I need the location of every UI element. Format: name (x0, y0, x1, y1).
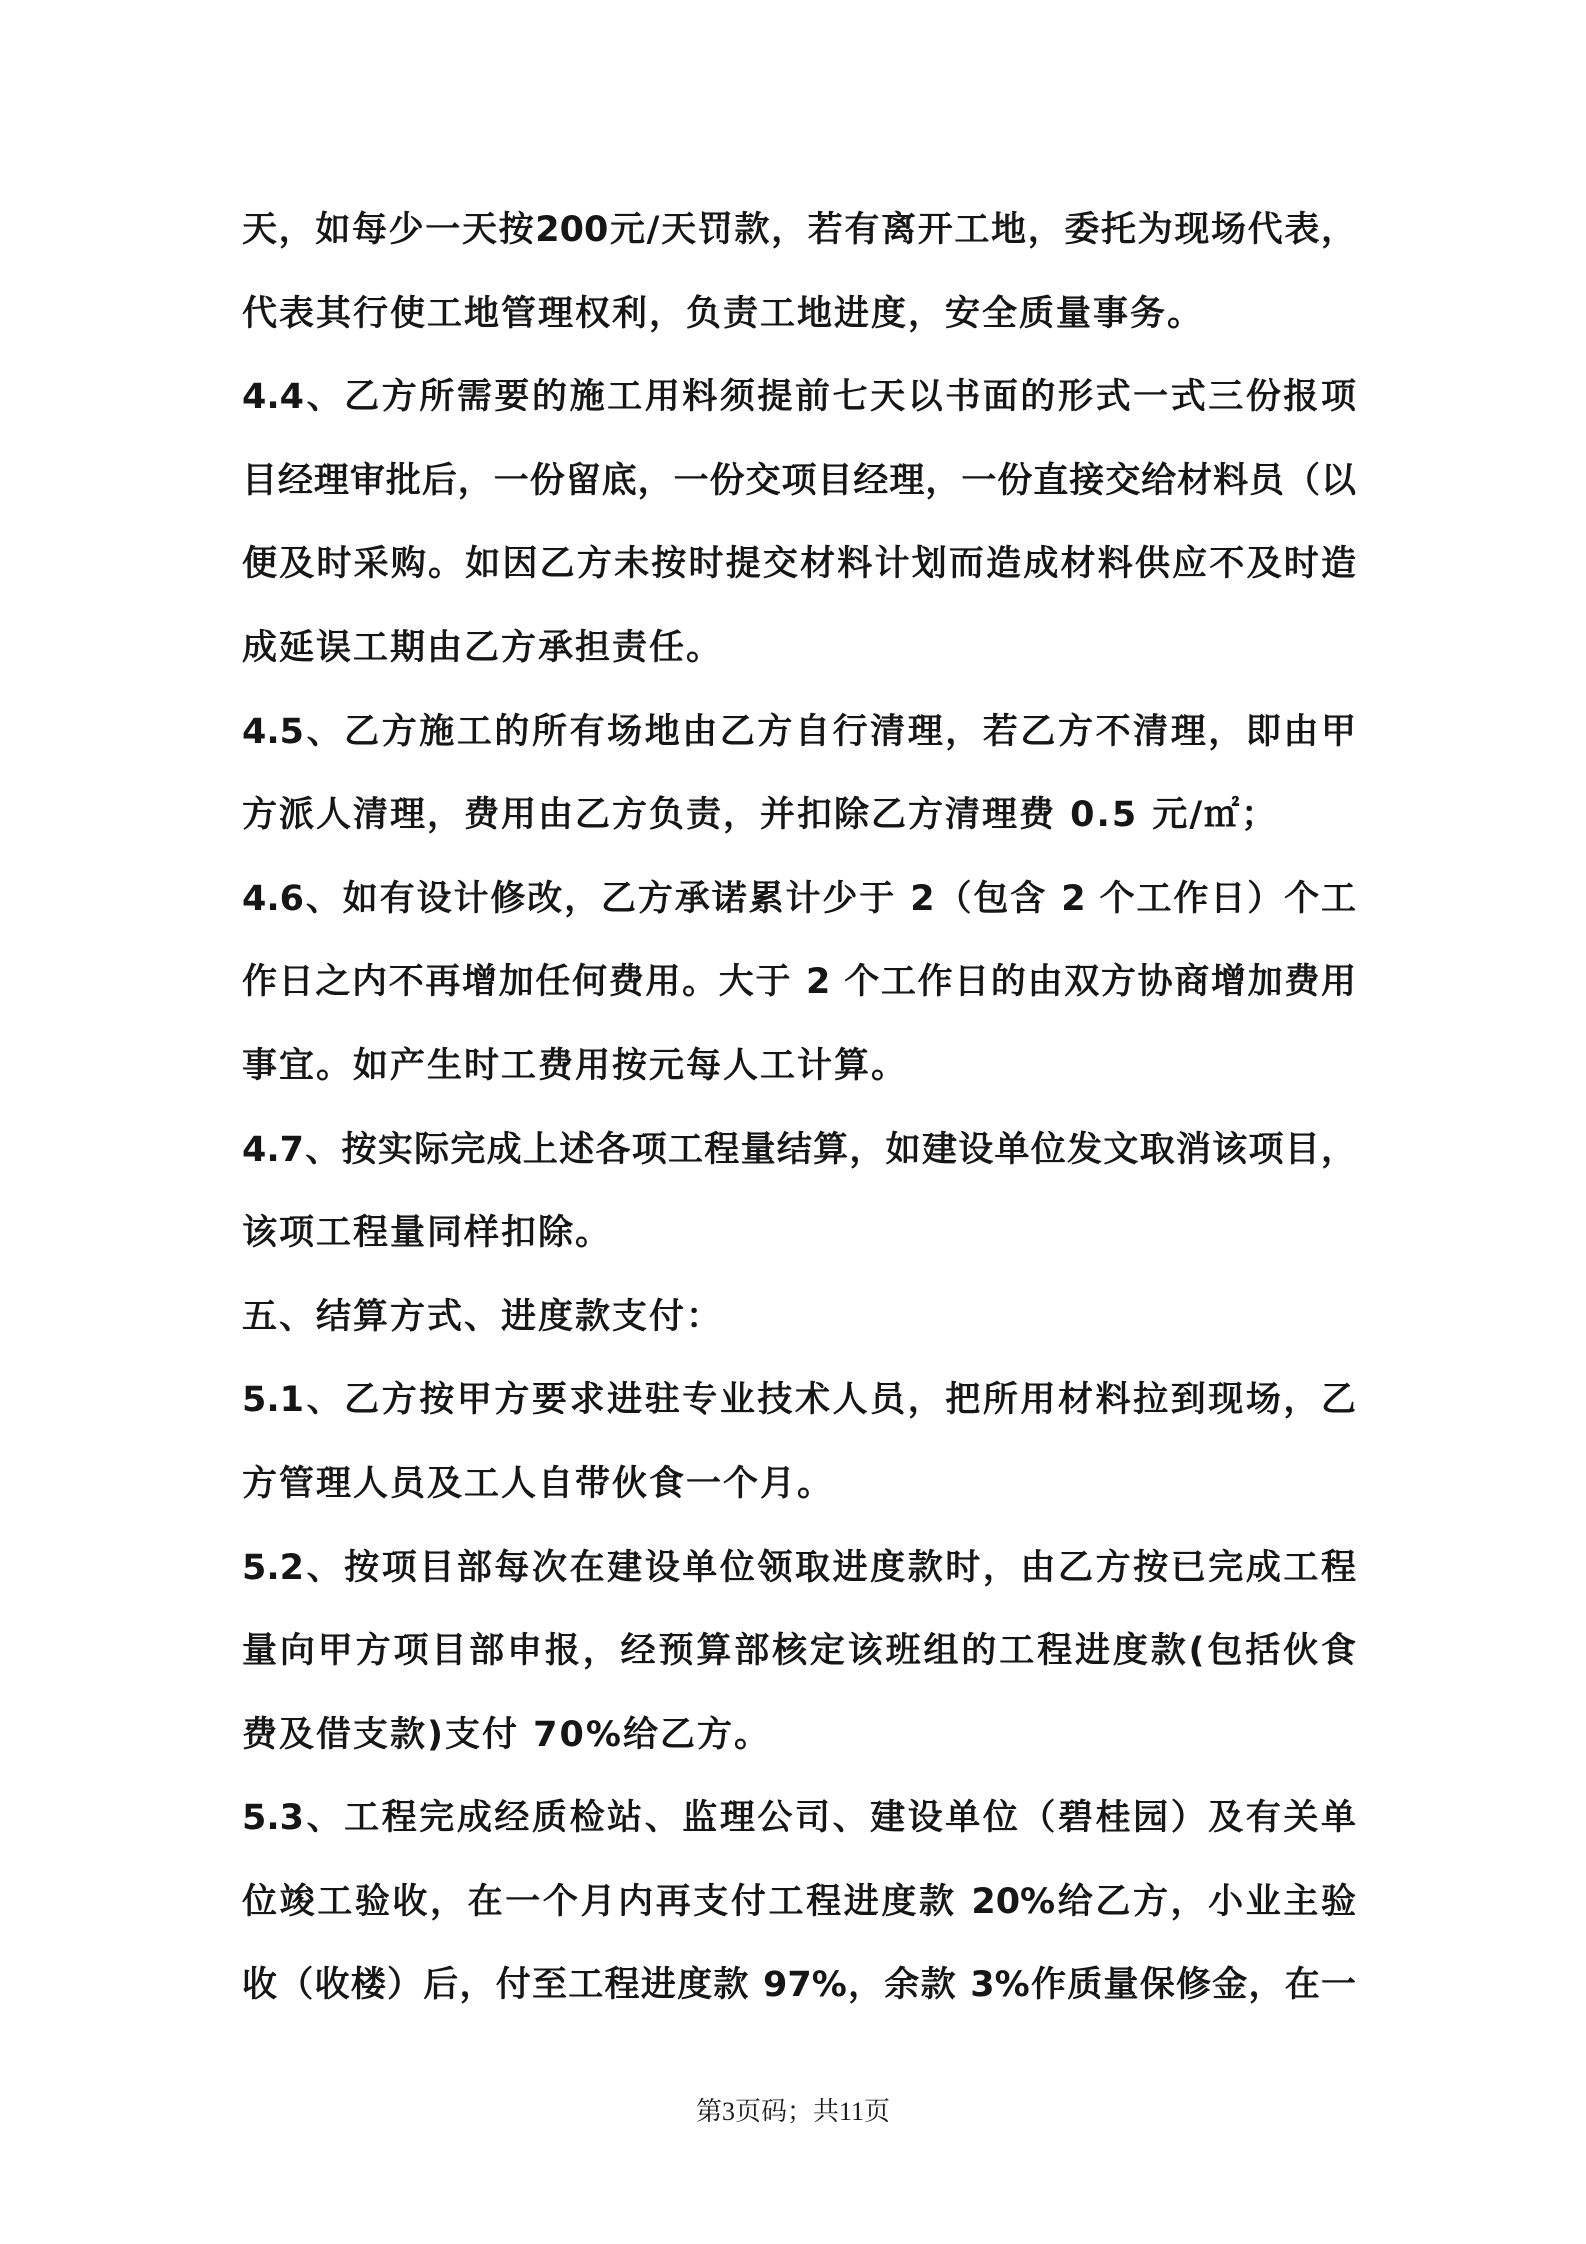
page-number-footer: 第3页码；共11页 (695, 2097, 891, 2126)
clause-4-5 (242, 691, 1356, 858)
body-text (242, 189, 1356, 2028)
text-line: 4.7、按实际完成上述各项工程量结算，如建设单位发文取消该项目， (242, 1129, 1356, 1170)
clause-5-3 (242, 1777, 1356, 2028)
section-heading-5 (242, 1276, 1356, 1360)
text-line: 量向甲方项目部申报，经预算部核定该班组的工程进度款(包括伙食 (242, 1631, 1356, 1672)
text-line: 4.6、如有设计修改，乙方承诺累计少于 2（包含 2 个工作日）个工 (242, 878, 1356, 919)
text-line: 天，如每少一天按200元/天罚款，若有离开工地，委托为现场代表， (242, 210, 1356, 250)
text-line: 4.5、乙方施工的所有场地由乙方自行清理，若乙方不清理，即由甲 (242, 711, 1356, 752)
text-line: 该项工程量同样扣除。 (242, 1213, 613, 1254)
text-line: 5.3、工程完成经质检站、监理公司、建设单位（碧桂园）及有关单 (242, 1798, 1356, 1839)
text-line: 5.1、乙方按甲方要求进驻专业技术人员，把所用材料拉到现场，乙 (242, 1380, 1356, 1421)
text-line: 方管理人员及工人自带伙食一个月。 (242, 1463, 835, 1504)
text-line: 5.2、按项目部每次在建设单位领取进度款时，由乙方按已完成工程 (242, 1547, 1356, 1588)
text-line: 事宜。如产生时工费用按元每人工计算。 (242, 1045, 909, 1086)
text-line: 费及借支款)支付 70%给乙方。 (242, 1714, 771, 1755)
clause-continuation (242, 189, 1356, 356)
text-line: 位竣工验收，在一个月内再支付工程进度款 20%给乙方，小业主验 (242, 1881, 1356, 1922)
text-line: 成延误工期由乙方承担责任。 (242, 627, 724, 668)
text-line: 目经理审批后，一份留底，一份交项目经理，一份直接交给材料员（以 (242, 460, 1356, 501)
clause-5-1 (242, 1359, 1356, 1526)
clause-5-2 (242, 1527, 1356, 1778)
text-line: 作日之内不再增加任何费用。大于 2 个工作日的由双方协商增加费用 (242, 962, 1356, 1003)
section-heading: 五、结算方式、进度款支付： (242, 1296, 724, 1337)
text-line: 方派人清理，费用由乙方负责，并扣除乙方清理费 0.5 元/㎡； (242, 795, 1279, 836)
text-line: 便及时采购。如因乙方未按时提交材料计划而造成材料供应不及时造 (242, 544, 1356, 585)
text-line: 收（收楼）后，付至工程进度款 97%，余款 3%作质量保修金，在一 (242, 1965, 1356, 2006)
text-line: 代表其行使工地管理权利，负责工地进度，安全质量事务。 (242, 293, 1205, 334)
clause-4-7 (242, 1109, 1356, 1276)
clause-4-6 (242, 858, 1356, 1109)
text-line: 4.4、乙方所需要的施工用料须提前七天以书面的形式一式三份报项 (242, 377, 1356, 418)
clause-4-4 (242, 356, 1356, 690)
